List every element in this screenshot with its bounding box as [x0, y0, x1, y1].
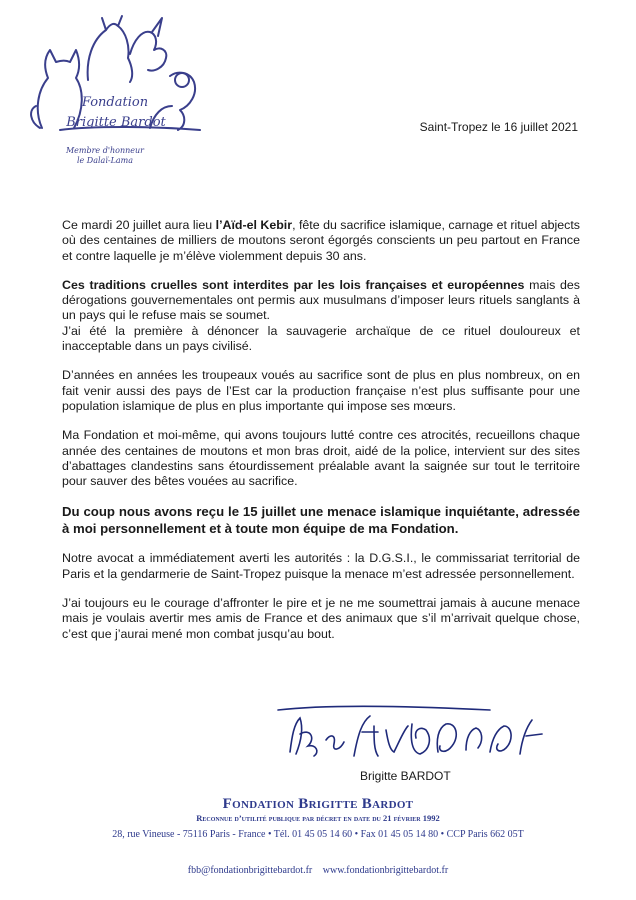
honorary-member-note: [60, 146, 150, 166]
p1-text-c: , fête du sacrifice islamique, carnage et rituel abjects où des centaines de milliers de moutons seront égorgés conscients un peu partout en France et contre laquelle je m’élève violemment depuis 30 ans.: [62, 218, 580, 263]
signatory-name: Brigitte BARDOT: [360, 769, 451, 783]
membre-line-1: Membre d'honneur: [65, 146, 145, 155]
paragraph-2: [62, 278, 580, 324]
foundation-logo: [30, 10, 210, 145]
footer-website-link[interactable]: www.fondationbrigittebardot.fr: [322, 865, 449, 876]
letter-body: [62, 218, 580, 656]
footer-recognition: Reconnue d’utilité publique par décret en date du 21 février 1992: [196, 813, 440, 823]
handwritten-signature: [270, 700, 560, 762]
footer-contact: [0, 865, 636, 876]
p1-bold: l’Aïd-el Kebir: [215, 218, 293, 232]
paragraph-5-emphasis: Du coup nous avons reçu le 15 juillet une menace islamique inquiétante, adressée à moi personnellement et à toute mon équipe de ma Fondation.: [62, 504, 580, 537]
logo-text-fondation: Fondation: [81, 95, 149, 110]
footer-foundation-title: Fondation Brigitte Bardot: [222, 796, 414, 812]
paragraph-1: [62, 218, 580, 264]
paragraph-3: D’années en années les troupeaux voués au sacrifice sont de plus en plus nombreux, on en fait venir aussi des pays de l’Est car la production française n’est plus suffisante pour une population islamique de plus en plus importante qui impose ses mœurs.: [62, 368, 580, 413]
membre-line-2: le Dalaï-Lama: [76, 156, 134, 165]
footer-address: 28, rue Vineuse - 75116 Paris - France • Tél. 01 45 05 14 60 • Fax 01 45 05 14 80 • CCP Paris 662 05T: [112, 829, 524, 840]
paragraph-2b: J’ai été la première à dénoncer la sauvagerie archaïque de ce rituel douloureux et inacceptable dans un pays civilisé.: [62, 323, 580, 354]
footer-email-link[interactable]: fbb@fondationbrigittebardot.fr: [187, 865, 313, 876]
paragraph-4: Ma Fondation et moi-même, qui avons toujours lutté contre ces atrocités, recueillons chaque année des centaines de moutons et mon bras droit, aidé de la police, intervient sur des sites d’abattages clandestins sans étourdissement préalable avant la saignée sur tout le territoire pour sauver des bêtes vouées au sacrifice.: [62, 428, 580, 489]
p1-text-a: Ce mardi 20 juillet aura lieu: [62, 218, 216, 232]
signature-icon: [270, 700, 560, 762]
paragraph-6: Notre avocat a immédiatement averti les autorités : la D.G.S.I., le commissariat territorial de Paris et la gendarmerie de Saint-Tropez puisque la menace m’est adressée personnellement.: [62, 551, 580, 581]
animals-logo-icon: [30, 10, 210, 145]
p2-bold: Ces traditions cruelles sont interdites par les lois françaises et européennes: [62, 277, 525, 292]
letter-date: Saint-Tropez le 16 juillet 2021: [419, 120, 578, 134]
p2-text-b: mais des dérogations gouvernementales ont permis aux musulmans d’imposer leurs rituels sanglants à un pays qui le refuse mais se soumet.: [62, 277, 580, 323]
logo-text-name: Brigitte Bardot: [66, 115, 166, 130]
paragraph-7: J’ai toujours eu le courage d’affronter le pire et je ne me soumettrai jamais à aucune menace mais je voulais avertir mes amis de France et des animaux que s’il m’arrivait quelque chose, c’est que j’aurai mené mon combat jusqu’au bout.: [62, 596, 580, 641]
